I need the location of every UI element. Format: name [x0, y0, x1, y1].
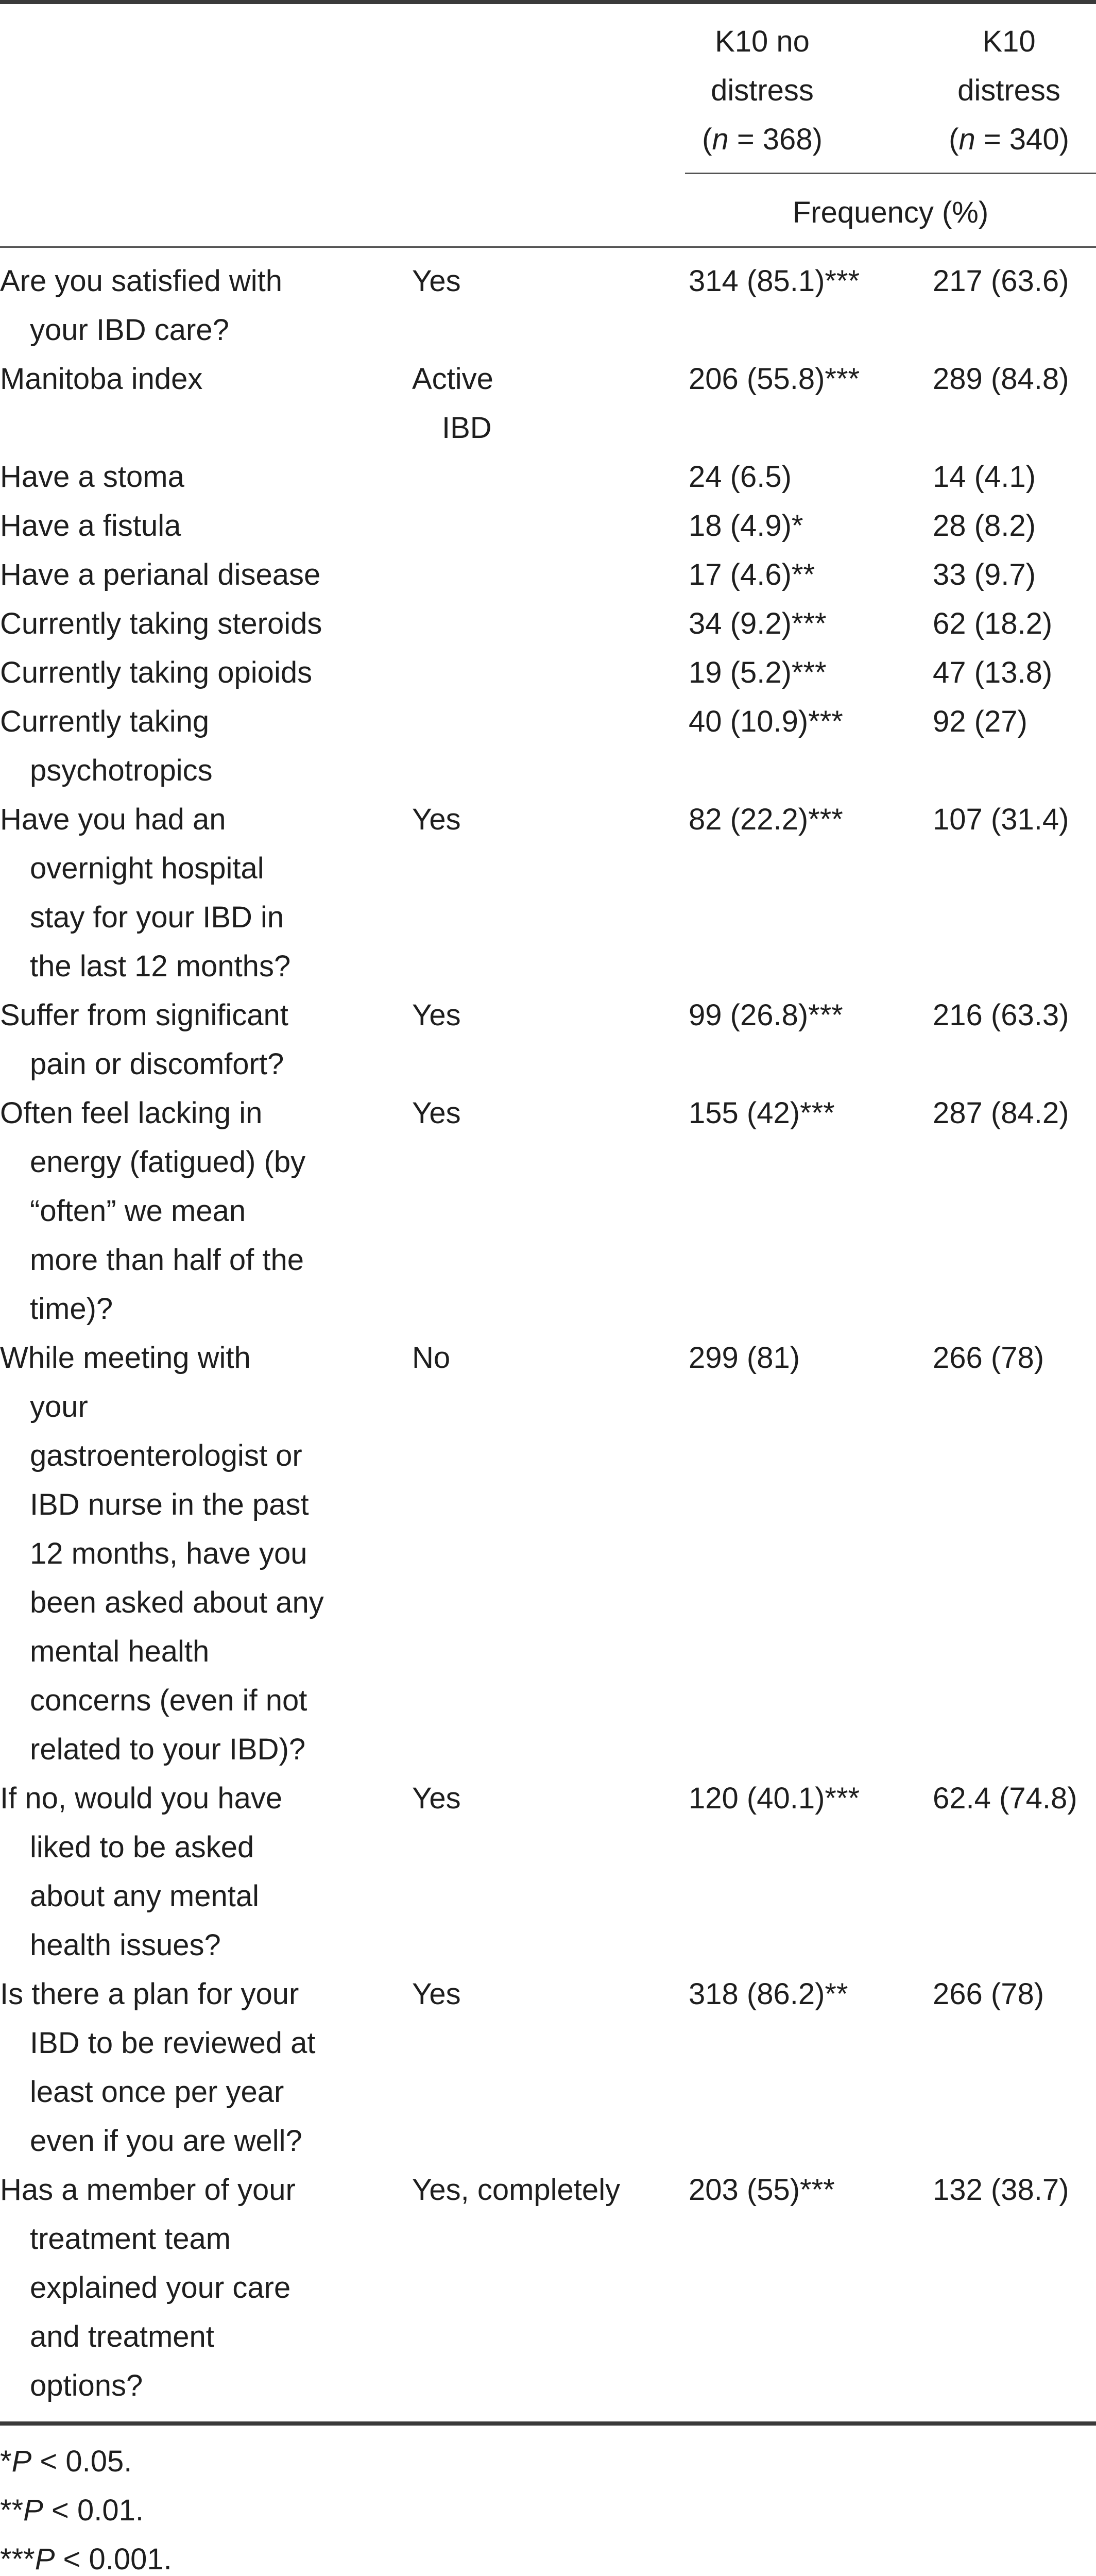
footnote-text: < 0.001. — [55, 2543, 172, 2576]
header-no-distress-line-2: distress — [711, 74, 814, 107]
row-no-distress-value: 19 (5.2)*** — [689, 656, 827, 689]
row-question-text: stay for your IBD in — [30, 901, 284, 934]
row-question-text: treatment team — [30, 2222, 231, 2256]
row-question-text: mental health — [30, 1635, 210, 1668]
row-question-text: explained your care — [30, 2271, 291, 2304]
row-no-distress-value: 82 (22.2)*** — [689, 803, 843, 836]
row-question-text: Has a member of your — [0, 2173, 296, 2207]
row-question-text: Currently taking opioids — [0, 656, 313, 689]
row-question-text: the last 12 months? — [30, 950, 291, 983]
row-question-text: concerns (even if not — [30, 1684, 307, 1717]
footnote — [0, 2486, 144, 2535]
row-question-text: IBD nurse in the past — [30, 1488, 309, 1521]
header-no-distress-line-1: K10 no — [715, 25, 810, 58]
row-distress-value: 217 (63.6) — [933, 264, 1069, 298]
row-no-distress-value: 18 (4.9)* — [689, 509, 803, 543]
row-no-distress-value: 314 (85.1)*** — [689, 264, 860, 298]
table-top-rule — [0, 0, 1096, 4]
row-distress-value: 14 (4.1) — [933, 460, 1036, 494]
row-question-text: about any mental — [30, 1879, 259, 1913]
footnote-stars: *** — [0, 2543, 35, 2576]
row-question-text: Are you satisfied with — [0, 264, 283, 298]
row-no-distress-value: 203 (55)*** — [689, 2173, 835, 2207]
row-no-distress-value: 99 (26.8)*** — [689, 998, 843, 1032]
row-answer-text: IBD — [442, 411, 492, 445]
row-question-text: Have a fistula — [0, 509, 181, 543]
row-question-text: Suffer from significant — [0, 998, 288, 1032]
row-question-text: Have you had an — [0, 803, 226, 836]
row-distress-value: 33 (9.7) — [933, 558, 1036, 591]
row-question-text: Have a stoma — [0, 460, 184, 494]
row-question-text: 12 months, have you — [30, 1537, 307, 1570]
footnote-text: < 0.01. — [43, 2494, 144, 2527]
row-question-text: options? — [30, 2369, 143, 2402]
row-distress-value: 216 (63.3) — [933, 998, 1069, 1032]
header-no-distress-n: (n = 368) — [702, 123, 823, 156]
row-no-distress-value: 206 (55.8)*** — [689, 362, 860, 396]
row-question-text: even if you are well? — [30, 2124, 302, 2158]
row-distress-value: 62.4 (74.8) — [933, 1782, 1077, 1815]
row-question-text: health issues? — [30, 1928, 221, 1962]
row-distress-value: 92 (27) — [933, 705, 1028, 738]
row-distress-value: 62 (18.2) — [933, 607, 1053, 640]
row-question-text: IBD to be reviewed at — [30, 2026, 316, 2060]
row-question-text: least once per year — [30, 2075, 284, 2109]
row-no-distress-value: 155 (42)*** — [689, 1096, 835, 1130]
footnote-text: < 0.05. — [31, 2445, 132, 2478]
row-question-text: Have a perianal disease — [0, 558, 321, 591]
header-bottom-rule — [0, 246, 1096, 248]
row-question-text: related to your IBD)? — [30, 1733, 306, 1766]
row-question-text: Often feel lacking in — [0, 1096, 263, 1130]
row-no-distress-value: 17 (4.6)** — [689, 558, 815, 591]
footnote-stars: ** — [0, 2494, 24, 2527]
row-no-distress-value: 34 (9.2)*** — [689, 607, 827, 640]
row-question-text: more than half of the — [30, 1243, 304, 1277]
row-distress-value: 289 (84.8) — [933, 362, 1069, 396]
footnote-p-symbol: P — [23, 2494, 43, 2527]
header-distress-line-2: distress — [957, 74, 1060, 107]
row-no-distress-value: 24 (6.5) — [689, 460, 792, 494]
row-distress-value: 132 (38.7) — [933, 2173, 1069, 2207]
footnote — [0, 2437, 132, 2486]
row-question-text: “often” we mean — [30, 1194, 246, 1228]
table-bottom-rule — [0, 2421, 1096, 2426]
row-question-text: Currently taking — [0, 705, 210, 738]
row-question-text: your — [30, 1390, 88, 1423]
row-answer-text: Yes, completely — [412, 2173, 621, 2207]
header-distress-n: (n = 340) — [949, 123, 1069, 156]
row-distress-value: 28 (8.2) — [933, 509, 1036, 543]
row-question-text: psychotropics — [30, 754, 213, 787]
row-distress-value: 47 (13.8) — [933, 656, 1053, 689]
row-question-text: If no, would you have — [0, 1782, 283, 1815]
row-answer-text: Yes — [412, 1096, 461, 1130]
row-question-text: Manitoba index — [0, 362, 203, 396]
row-no-distress-value: 120 (40.1)*** — [689, 1782, 860, 1815]
header-distress-line-1: K10 — [982, 25, 1036, 58]
frequency-subheader: Frequency (%) — [792, 196, 989, 229]
row-answer-text: Yes — [412, 998, 461, 1032]
row-question-text: been asked about any — [30, 1586, 324, 1619]
footnote-p-symbol: P — [11, 2445, 32, 2478]
row-question-text: and treatment — [30, 2320, 214, 2353]
row-answer-text: Yes — [412, 803, 461, 836]
row-no-distress-value: 40 (10.9)*** — [689, 705, 843, 738]
footnote-p-symbol: P — [35, 2543, 55, 2576]
row-answer-text: No — [412, 1341, 451, 1375]
row-answer-text: Yes — [412, 264, 461, 298]
row-distress-value: 107 (31.4) — [933, 803, 1069, 836]
row-no-distress-value: 299 (81) — [689, 1341, 800, 1375]
row-question-text: energy (fatigued) (by — [30, 1145, 306, 1179]
row-no-distress-value: 318 (86.2)** — [689, 1977, 848, 2011]
header-underline — [685, 173, 1096, 174]
row-answer-text: Active — [412, 362, 493, 396]
row-distress-value: 266 (78) — [933, 1341, 1044, 1375]
row-question-text: Is there a plan for your — [0, 1977, 299, 2011]
row-question-text: While meeting with — [0, 1341, 251, 1375]
row-distress-value: 266 (78) — [933, 1977, 1044, 2011]
row-question-text: pain or discomfort? — [30, 1047, 284, 1081]
row-question-text: Currently taking steroids — [0, 607, 322, 640]
row-question-text: time)? — [30, 1292, 113, 1326]
row-question-text: your IBD care? — [30, 313, 229, 347]
footnote-stars: * — [0, 2445, 12, 2478]
row-answer-text: Yes — [412, 1977, 461, 2011]
footnote — [0, 2535, 172, 2576]
row-distress-value: 287 (84.2) — [933, 1096, 1069, 1130]
row-question-text: overnight hospital — [30, 852, 264, 885]
row-answer-text: Yes — [412, 1782, 461, 1815]
row-question-text: liked to be asked — [30, 1831, 254, 1864]
row-question-text: gastroenterologist or — [30, 1439, 302, 1472]
